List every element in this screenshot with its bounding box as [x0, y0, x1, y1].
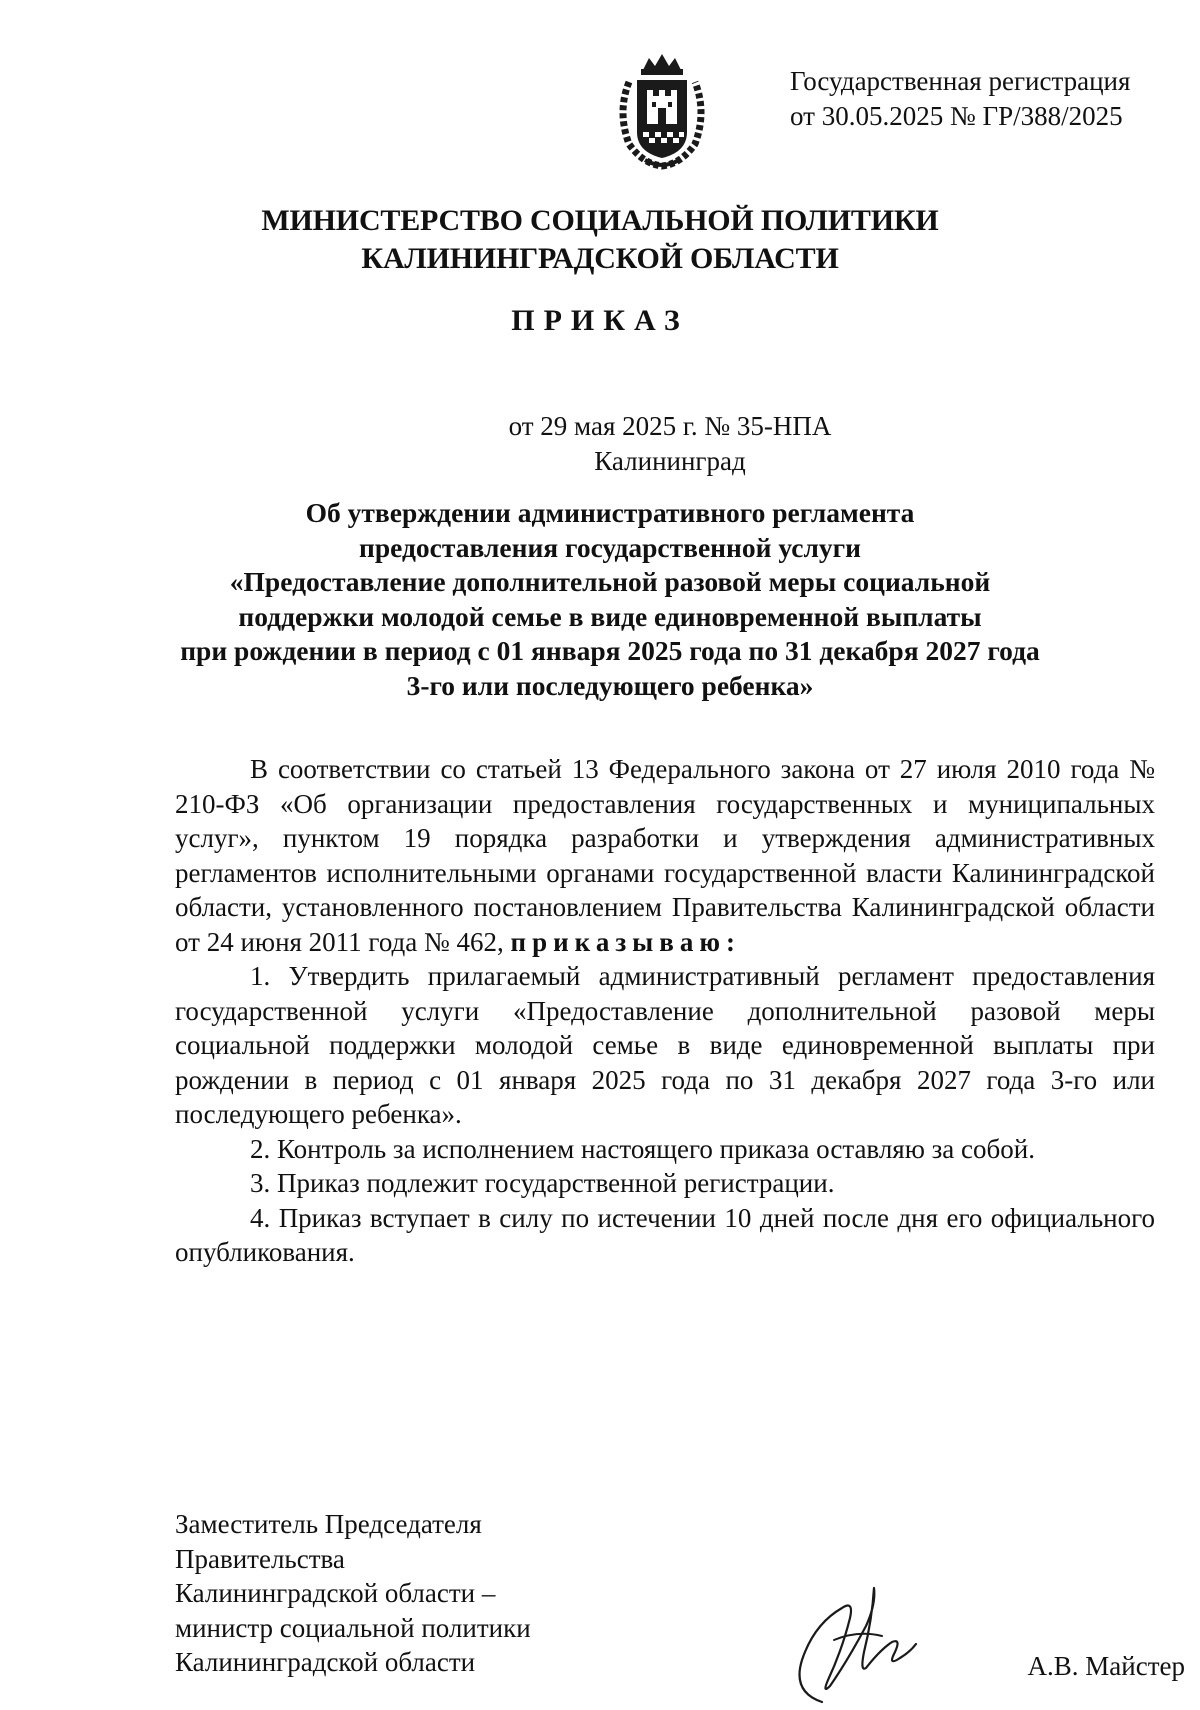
- order-item: 2. Контроль за исполнением настоящего приказа оставляю за собой.: [250, 1133, 1035, 1164]
- subject-line: 3-го или последующего ребенка»: [406, 669, 814, 701]
- preamble-paragraph: [175, 752, 1155, 959]
- subject-line: поддержки молодой семье в виде единовременной выплаты: [238, 600, 982, 632]
- preamble-text: В соответствии со статьей 13 Федерального закона от 27 июля 2010 года № 210-ФЗ «Об организации предоставления государственных и муниципальных услуг», пунктом 19 порядка разработки и утверждения административных регламентов исполнительными органами государственной власти Калининградской области, установленного постановлением Правительства Калининградской области от 24 июня 2011 года № 462,: [175, 754, 1155, 957]
- ministry-line-1: МИНИСТЕРСТВО СОЦИАЛЬНОЙ ПОЛИТИКИ: [261, 204, 939, 237]
- signatory-line: Правительства: [175, 1543, 345, 1574]
- registration-stamp: [790, 64, 1170, 134]
- order-item: 3. Приказ подлежит государственной регистрации.: [250, 1168, 835, 1198]
- ministry-name: [0, 202, 1200, 278]
- signatory-title: [175, 1507, 695, 1680]
- subject-line: «Предоставление дополнительной разовой меры социальной: [229, 566, 991, 597]
- decree-word: приказываю:: [510, 926, 741, 957]
- coat-of-arms-icon: [615, 52, 710, 170]
- ministry-line-2: КАЛИНИНГРАДСКОЙ ОБЛАСТИ: [361, 242, 839, 275]
- order-item: 1. Утвердить прилагаемый административный регламент предоставления государственной услуги «Предоставление дополнительной разовой меры социальной поддержки молодой семье в виде единовременной выплаты при рождении в период с 01 января 2025 года по 31 декабря 2027 года 3-го или последующего ребенка».: [175, 961, 1155, 1129]
- signature-icon: [770, 1580, 940, 1710]
- order-date-number: от 29 мая 2025 г. № 35-НПА: [508, 411, 832, 441]
- order-body: [175, 752, 1155, 1270]
- registration-line-1: Государственная регистрация: [790, 66, 1131, 96]
- order-subject: [150, 496, 1070, 703]
- signatory-line: Заместитель Председателя: [175, 1509, 482, 1539]
- document-type: ПРИКАЗ: [511, 304, 689, 337]
- subject-line: Об утверждении административного регламента: [305, 497, 915, 528]
- order-item: 4. Приказ вступает в силу по истечении 10 дней после дня его официального опубликования.: [175, 1202, 1155, 1267]
- subject-line: при рождении в период с 01 января 2025 года по 31 декабря 2027 года: [180, 635, 1040, 666]
- signatory-line: Калининградской области –: [175, 1578, 496, 1608]
- signer-name: А.В. Майстер: [1027, 1651, 1185, 1681]
- signatory-line: министр социальной политики: [175, 1612, 531, 1643]
- order-city: Калининград: [594, 446, 746, 476]
- subject-line: предоставления государственной услуги: [359, 531, 861, 563]
- signatory-line: Калининградской области: [175, 1647, 476, 1677]
- registration-line-2: от 30.05.2025 № ГР/388/2025: [790, 101, 1123, 131]
